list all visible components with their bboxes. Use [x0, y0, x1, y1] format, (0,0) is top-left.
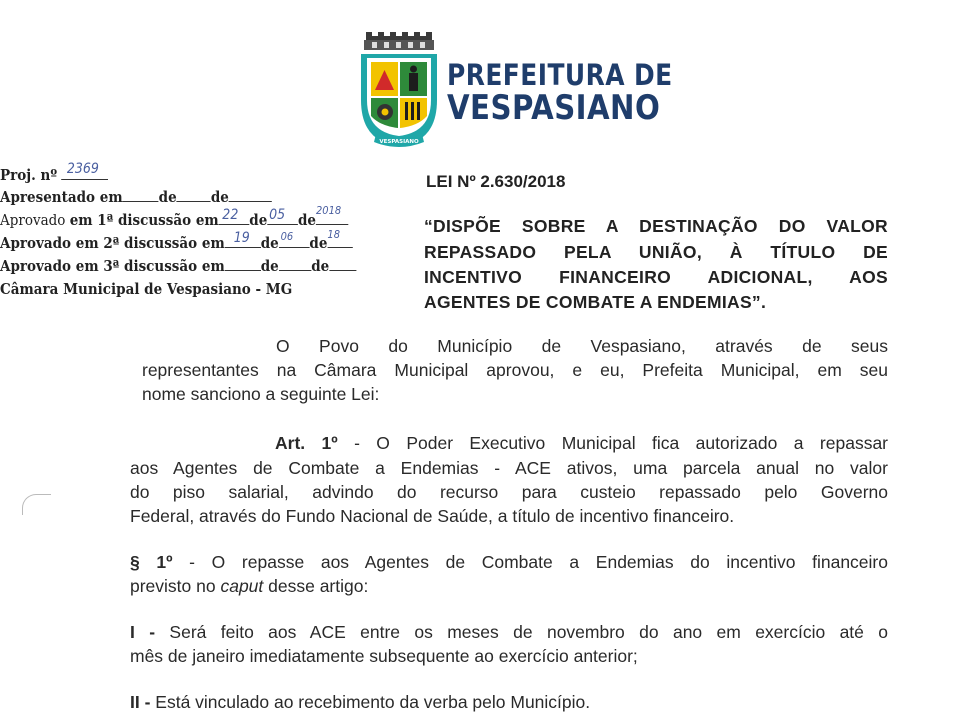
de-label: de	[309, 234, 328, 252]
stamp-aprovado-1-line	[0, 204, 348, 229]
art1-label: Art. 1º	[275, 433, 338, 453]
de-label: de	[260, 234, 279, 252]
aprovado-2-label: Aprovado em 2ª discussão em	[0, 234, 225, 252]
inciso2-line	[130, 692, 590, 713]
inciso1-first-line	[130, 622, 888, 643]
ementa-line: AGENTES DE COMBATE A ENDEMIAS”.	[424, 292, 767, 312]
aprovado-1-day: 22	[222, 207, 239, 223]
art1-line: Federal, através do Fundo Nacional de Saúde, a título de incentivo financeiro.	[130, 506, 735, 526]
ementa-line: REPASSADO PELA UNIÃO, À TÍTULO DE	[424, 242, 888, 262]
caput-italic: caput	[220, 576, 264, 596]
proj-label: Proj. nº	[0, 166, 58, 184]
inciso1-text: Será feito aos ACE entre os meses de novembro do ano em exercício até o	[155, 622, 888, 642]
apresentado-label: Apresentado em	[0, 188, 123, 206]
preamble-line: nome sanciono a seguinte Lei:	[142, 384, 380, 404]
proj-number-handwritten: 2369	[66, 161, 99, 177]
aprovado-label: Aprovado	[0, 211, 66, 229]
de-label: de	[297, 211, 316, 229]
art1-line: aos Agentes de Combate a Endemias - ACE ativos, uma parcela anual no valor	[130, 458, 888, 478]
aprovado-1-month: 05	[269, 207, 286, 223]
paragraph1-text: desse artigo:	[263, 576, 369, 596]
paragraph1-label: § 1º	[130, 552, 173, 572]
paragraph1-second-line	[130, 576, 368, 597]
stamp-aprovado-3-line	[0, 257, 356, 275]
art1-first-line	[275, 433, 888, 454]
art1-text: - O Poder Executivo Municipal fica autorizado a repassar	[337, 433, 889, 453]
inciso2-label: II -	[130, 692, 151, 712]
paragraph1-first-line	[130, 552, 888, 573]
ementa-line: INCENTIVO FINANCEIRO ADICIONAL, AOS	[424, 267, 888, 287]
law-title: LEI Nº 2.630/2018	[426, 172, 566, 191]
aprovado-2-day: 19	[233, 230, 250, 246]
de-label: de	[210, 188, 229, 206]
inciso1-label: I -	[130, 622, 156, 642]
de-label: de	[311, 257, 330, 275]
vespasiano-coat-of-arms-logo	[358, 30, 440, 148]
ementa-line: “DISPÕE SOBRE A DESTINAÇÃO DO VALOR	[424, 216, 888, 236]
de-label: de	[249, 211, 268, 229]
inciso1-second-line: mês de janeiro imediatamente subsequente ao exercício anterior;	[130, 646, 638, 666]
brand-line-2: VESPASIANO	[447, 88, 661, 128]
stamp-apresentado-line	[0, 188, 272, 206]
preamble-line: representantes na Câmara Municipal aprovou, e eu, Prefeita Municipal, em seu	[142, 360, 888, 380]
de-label: de	[260, 257, 279, 275]
paragraph1-text: previsto no	[130, 576, 221, 596]
aprovado-2-year: 18	[327, 228, 341, 241]
de-label: de	[158, 188, 177, 206]
stamp-aprovado-2-line	[0, 228, 353, 252]
preamble-line: O Povo do Município de Vespasiano, através de seus	[276, 336, 888, 356]
aprovado-1-label: em 1ª discussão em	[69, 211, 219, 229]
camara-municipal-label: Câmara Municipal de Vespasiano - MG	[0, 280, 293, 298]
stamp-camara-line	[0, 280, 292, 298]
margin-mark	[22, 494, 51, 515]
aprovado-3-label: Aprovado em 3ª discussão em	[0, 257, 225, 275]
paragraph1-text: - O repasse aos Agentes de Combate a Endemias do incentivo financeiro	[172, 552, 888, 572]
aprovado-2-month: 06	[280, 230, 294, 243]
inciso2-text: Está vinculado ao recebimento da verba pelo Município.	[150, 692, 591, 712]
aprovado-1-year: 2018	[315, 204, 342, 217]
crest-ribbon-text: VESPASIANO	[379, 139, 419, 145]
stamp-proj-line	[0, 161, 108, 184]
brand-line-1: PREFEITURA DE	[447, 58, 673, 92]
art1-line: do piso salarial, advindo do recurso para custeio repassado pelo Governo	[130, 482, 888, 502]
